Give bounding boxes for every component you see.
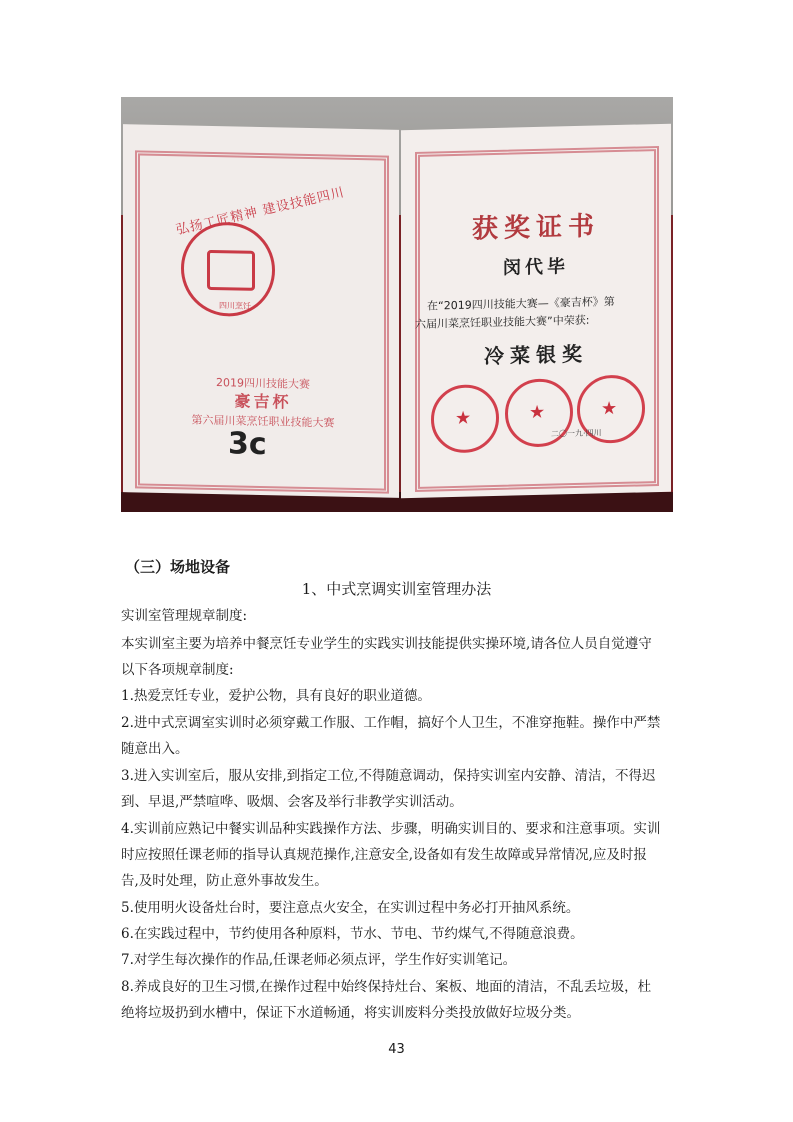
certificate-left-page <box>123 124 399 498</box>
award-name: 冷菜银奖 <box>484 341 588 369</box>
rule-item: 4.实训前应熟记中餐实训品种实践操作方法、步骤，明确实训目的、要求和注意事项。实训 <box>121 821 661 837</box>
rule-item: 1.热爱烹饪专业，爱护公物，具有良好的职业道德。 <box>121 688 431 704</box>
star-icon: ★ <box>529 401 546 424</box>
certificate-text-line-2: 六届川菜烹饪职业技能大赛”中荣获: <box>415 313 590 331</box>
pot-icon <box>207 250 255 291</box>
paragraph-line: 实训室管理规章制度: <box>121 608 248 624</box>
certificate-date: 二〇一九·四川 <box>551 428 602 439</box>
rule-item: 到、早退,严禁喧哗、吸烟、会客及举行非教学实训活动。 <box>121 794 463 810</box>
cup-name: 豪吉杯 <box>234 391 292 412</box>
paragraph-line: 本实训室主要为培养中餐烹饪专业学生的实践实训技能提供实操环境,请各位人员自觉遵守 <box>121 636 652 652</box>
rule-item: 7.对学生每次操作的作品,任课老师必须点评，学生作好实训笔记。 <box>121 952 517 968</box>
rule-item: 3.进入实训室后，服从安排,到指定工位,不得随意调动，保持实训室内安静、清洁，不得迟 <box>121 768 656 784</box>
rule-item: 随意出入。 <box>121 741 189 757</box>
certificate-text-line-1: 在“2019四川技能大赛—《豪吉杯》第 <box>427 295 615 313</box>
paragraph-line: 以下各项规章制度: <box>121 662 234 678</box>
emblem-tag: 四川烹饪 <box>219 301 251 311</box>
slogan-arc-text: 弘扬工匠精神 建设技能四川 <box>174 185 347 239</box>
document-title: 1、中式烹调实训室管理办法 <box>301 580 492 598</box>
rule-item: 8.养成良好的卫生习惯,在操作过程中始终保持灶台、案板、地面的清洁，不乱丢垃圾，杜 <box>121 979 652 995</box>
contest-subtitle: 第六届川菜烹饪职业技能大赛 <box>191 413 335 430</box>
rule-item: 绝将垃圾扔到水槽中，保证下水道畅通，将实训废料分类投放做好垃圾分类。 <box>121 1005 580 1021</box>
rule-item: 6.在实践过程中，节约使用各种原料，节水、节电、节约煤气,不得随意浪费。 <box>121 926 584 942</box>
rule-item: 5.使用明火设备灶台时，要注意点火安全，在实训过程中务必打开抽风系统。 <box>121 900 580 916</box>
rule-item: 告,及时处理，防止意外事故发生。 <box>121 873 328 889</box>
recipient-name: 闵代毕 <box>503 256 569 279</box>
certificate-right-page <box>401 124 671 499</box>
rule-item: 2.进中式烹调室实训时必须穿戴工作服、工作帽，搞好个人卫生，不准穿拖鞋。操作中严禁 <box>121 715 661 731</box>
section-heading: （三）场地设备 <box>125 558 231 576</box>
rule-item: 时应按照任课老师的指导认真规范操作,注意安全,设备如有发生故障或异常情况,应及时报 <box>121 847 647 863</box>
page-number: 43 <box>388 1042 405 1057</box>
star-icon: ★ <box>601 398 618 420</box>
certificate-title: 获奖证书 <box>471 211 600 245</box>
certificate-photo <box>121 97 673 512</box>
star-icon: ★ <box>455 407 472 429</box>
contest-name: 2019四川技能大赛 <box>216 376 310 392</box>
sponsor-logo: 3c <box>228 426 267 463</box>
